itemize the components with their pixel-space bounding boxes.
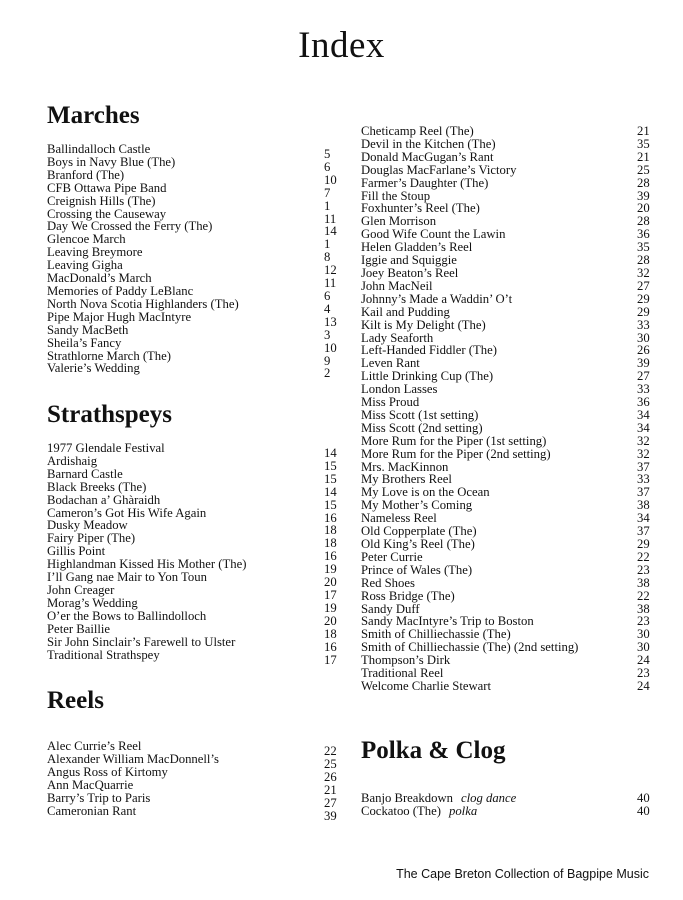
page-number: 26 [637, 343, 650, 358]
tune-title: Sandy MacBeth [47, 322, 129, 337]
tune-title: Ann MacQuarrie [47, 777, 134, 792]
section-heading-reels: Reels [47, 687, 104, 714]
tune-title: Devil in the Kitchen (The) [361, 136, 496, 151]
page-number: 10 [324, 172, 337, 187]
page-number: 32 [637, 433, 650, 448]
page-number: 22 [637, 549, 650, 564]
page-number: 25 [637, 162, 650, 177]
tune-title: Bodachan a’ Ghàraidh [47, 492, 161, 507]
tune-title: Farmer’s Daughter (The) [361, 175, 489, 190]
page-number: 16 [324, 510, 337, 525]
page-number: 33 [637, 382, 650, 397]
tune-title: Strathlorne March (The) [47, 348, 172, 363]
tune-name [47, 649, 160, 662]
tune-title: Glencoe March [47, 232, 126, 247]
tune-title: MacDonald’s March [47, 271, 152, 286]
page-number: 8 [324, 250, 331, 265]
tune-title: Nameless Reel [361, 511, 437, 526]
tune-title: Sir John Sinclair’s Farewell to Ulster [47, 634, 236, 649]
tune-title: Ardishaig [47, 453, 98, 468]
page-number: 23 [637, 614, 650, 629]
tune-title: John Creager [47, 582, 115, 597]
page-number: 29 [637, 537, 650, 551]
page-number: 17 [324, 587, 337, 602]
tune-title: Kail and Pudding [361, 304, 450, 319]
tune-title: Welcome Charlie Stewart [361, 678, 492, 693]
tune-title: Donald MacGugan’s Rant [361, 149, 494, 164]
tune-title: Cheticamp Reel (The) [361, 124, 474, 138]
tune-title: Johnny’s Made a Waddin’ O’t [361, 291, 513, 306]
page-title: Index [298, 25, 385, 66]
tune-title: Joey Beaton’s Reel [361, 265, 459, 280]
page-number: 4 [324, 301, 331, 316]
tune-title: Helen Gladden’s Reel [361, 240, 473, 255]
page-number: 11 [324, 211, 337, 226]
tune-title: My Mother’s Coming [361, 498, 473, 513]
page-number: 16 [324, 639, 337, 654]
page-number: 28 [637, 175, 650, 190]
page-number: 9 [324, 353, 331, 368]
tune-title: Barry’s Trip to Paris [47, 790, 151, 805]
page-number: 23 [637, 562, 650, 577]
page-number: 32 [637, 265, 650, 280]
tune-name [47, 805, 136, 818]
page-number: 35 [637, 136, 650, 151]
tune-title: Sandy Duff [361, 601, 420, 616]
page-number: 29 [637, 291, 650, 306]
page-number: 11 [324, 276, 337, 291]
tune-title: Gillis Point [47, 544, 106, 559]
page-number: 40 [637, 791, 650, 805]
page-number: 22 [637, 588, 650, 603]
index-entry [47, 361, 347, 381]
page-number: 23 [637, 666, 650, 681]
tune-title: Ross Bridge (The) [361, 588, 455, 603]
tune-title: Left-Handed Fiddler (The) [361, 343, 497, 358]
tune-type: polka [448, 804, 478, 818]
tune-name [361, 805, 477, 818]
tune-title: Highlandman Kissed His Mother (The) [47, 557, 247, 572]
page-number: 13 [324, 314, 337, 329]
index-entry [361, 805, 661, 818]
tune-title: Red Shoes [361, 575, 415, 590]
page-number: 39 [637, 356, 650, 371]
tune-title: Day We Crossed the Ferry (The) [47, 219, 213, 234]
tune-title: Cockatoo (The) [361, 804, 441, 818]
page-number: 38 [637, 498, 650, 513]
tune-title: Barnard Castle [47, 466, 123, 481]
polka-clog-list [361, 792, 661, 818]
tune-title: Glen Morrison [361, 214, 437, 229]
page-number: 28 [637, 253, 650, 268]
tune-title: Foxhunter’s Reel (The) [361, 201, 480, 216]
strathspeys-list [47, 441, 347, 667]
tune-name [361, 792, 516, 805]
page-number: 7 [324, 185, 331, 200]
index-entry [47, 803, 347, 823]
tune-name [47, 362, 140, 375]
page-number: 35 [637, 240, 650, 255]
tune-title: Memories of Paddy LeBlanc [47, 283, 194, 298]
tune-title: Prince of Wales (The) [361, 562, 473, 577]
tune-title: 1977 Glendale Festival [47, 441, 165, 455]
page-number: 18 [324, 523, 337, 538]
tune-title: Miss Scott (1st setting) [361, 407, 479, 422]
page-number: 18 [324, 536, 337, 551]
tune-title: Traditional Strathspey [47, 647, 160, 662]
tune-title: North Nova Scotia Highlanders (The) [47, 296, 239, 311]
reels-continued-list [361, 125, 661, 693]
page-number: 29 [637, 304, 650, 319]
tune-title: Miss Proud [361, 395, 420, 410]
tune-title: Sheila’s Fancy [47, 335, 122, 350]
page-number: 3 [324, 327, 331, 342]
page-number: 30 [637, 627, 650, 642]
tune-title: Old King’s Reel (The) [361, 537, 475, 551]
page-number: 33 [637, 317, 650, 332]
page-number: 39 [637, 188, 650, 203]
page-number: 19 [324, 600, 337, 615]
reels-list [47, 739, 347, 823]
tune-title: Boys in Navy Blue (The) [47, 154, 176, 169]
tune-title: Cameronian Rant [47, 803, 137, 818]
page-number: 1 [324, 198, 331, 213]
tune-title: Pipe Major Hugh MacIntyre [47, 309, 192, 324]
page-number: 10 [324, 340, 337, 355]
tune-title: Angus Ross of Kirtomy [47, 764, 168, 779]
page-number: 26 [324, 769, 337, 784]
tune-title: My Brothers Reel [361, 472, 452, 487]
tune-title: My Love is on the Ocean [361, 485, 490, 500]
tune-title: Ballindalloch Castle [47, 142, 151, 156]
page-number: 16 [324, 549, 337, 564]
page-number: 15 [324, 458, 337, 473]
page-number: 28 [637, 214, 650, 229]
page-number: 34 [637, 420, 650, 435]
page-number: 32 [637, 446, 650, 461]
tune-title: London Lasses [361, 382, 438, 397]
section-heading-polka-clog: Polka & Clog [361, 737, 506, 764]
page-number: 20 [324, 613, 337, 628]
page-number: 33 [637, 472, 650, 487]
page-number: 24 [637, 653, 650, 668]
page-number: 21 [324, 782, 337, 797]
page-number: 14 [324, 224, 337, 239]
page-number: 24 [637, 678, 650, 693]
tune-title: Alexander William MacDonnell’s [47, 751, 219, 766]
tune-title: Douglas MacFarlane’s Victory [361, 162, 517, 177]
page-number: 25 [324, 756, 337, 771]
tune-title: Morag’s Wedding [47, 595, 138, 610]
page-number: 15 [324, 471, 337, 486]
page-number: 1 [324, 237, 331, 252]
page-number: 30 [637, 640, 650, 655]
page-number: 14 [324, 446, 337, 460]
tune-title: Alec Currie’s Reel [47, 739, 142, 753]
tune-title: Thompson’s Dirk [361, 653, 451, 668]
page-number: 37 [637, 459, 650, 474]
tune-title: CFB Ottawa Pipe Band [47, 180, 167, 195]
tune-title: Peter Baillie [47, 621, 111, 636]
page-number: 18 [324, 626, 337, 641]
tune-title: Smith of Chilliechassie (The) [361, 627, 511, 642]
tune-title: Fairy Piper (The) [47, 531, 136, 546]
page-number: 36 [637, 227, 650, 242]
page-number: 6 [324, 159, 331, 174]
tune-type: clog dance [460, 791, 517, 805]
page-number: 27 [324, 795, 337, 810]
tune-title: Traditional Reel [361, 666, 444, 681]
tune-title: Lady Seaforth [361, 330, 434, 345]
tune-title: Leaving Gigha [47, 258, 123, 273]
tune-title: Iggie and Squiggie [361, 253, 457, 268]
page-number: 21 [637, 124, 650, 138]
page-number: 20 [324, 575, 337, 590]
page-number: 22 [324, 744, 337, 758]
page-number: 34 [637, 407, 650, 422]
tune-title: Sandy MacIntyre’s Trip to Boston [361, 614, 534, 629]
page-number: 36 [637, 395, 650, 410]
tune-title: Leven Rant [361, 356, 420, 371]
tune-title: John MacNeil [361, 278, 433, 293]
tune-title: Branford (The) [47, 167, 125, 182]
book-title-footer: The Cape Breton Collection of Bagpipe Music [396, 867, 649, 881]
page-number: 38 [637, 601, 650, 616]
tune-title: Banjo Breakdown [361, 791, 453, 805]
page-number: 27 [637, 278, 650, 293]
tune-title: Old Copperplate (The) [361, 524, 477, 539]
tune-title: I’ll Gang nae Mair to Yon Toun [47, 570, 207, 585]
tune-title: Peter Currie [361, 549, 423, 564]
tune-title: Good Wife Count the Lawin [361, 227, 506, 242]
page-number: 5 [324, 147, 331, 161]
section-heading-strathspeys: Strathspeys [47, 401, 173, 428]
tune-title: Crossing the Causeway [47, 206, 167, 221]
page-number: 27 [637, 369, 650, 384]
page-number: 37 [637, 485, 650, 500]
page-number: 15 [324, 497, 337, 512]
tune-title: Smith of Chilliechassie (The) (2nd setting) [361, 640, 579, 655]
tune-title: Valerie’s Wedding [47, 361, 140, 376]
tune-title: Creignish Hills (The) [47, 193, 156, 208]
page-number: 19 [324, 562, 337, 577]
tune-title: Fill the Stoup [361, 188, 431, 203]
page-number: 12 [324, 263, 337, 278]
tune-title: More Rum for the Piper (1st setting) [361, 433, 547, 448]
tune-title: Leaving Breymore [47, 245, 143, 260]
page-number: 21 [637, 149, 650, 164]
tune-title: O’er the Bows to Ballindolloch [47, 608, 207, 623]
page-number: 14 [324, 484, 337, 499]
tune-title: Kilt is My Delight (The) [361, 317, 486, 332]
page-number: 39 [324, 808, 337, 823]
tune-title: Little Drinking Cup (The) [361, 369, 494, 384]
page-number: 30 [637, 330, 650, 345]
index-entry [47, 647, 347, 667]
page-number: 20 [637, 201, 650, 216]
page-number: 37 [637, 524, 650, 539]
page-number: 6 [324, 288, 331, 303]
page-number: 17 [324, 652, 337, 667]
tune-title: Dusky Meadow [47, 518, 128, 533]
tune-title: Black Breeks (The) [47, 479, 147, 494]
marches-list [47, 142, 347, 381]
tune-name [361, 680, 491, 693]
page-number: 40 [637, 804, 650, 818]
tune-title: More Rum for the Piper (2nd setting) [361, 446, 551, 461]
page-number: 2 [324, 366, 331, 381]
tune-title: Mrs. MacKinnon [361, 459, 449, 474]
page-number: 38 [637, 575, 650, 590]
page-number: 34 [637, 511, 650, 526]
tune-title: Cameron’s Got His Wife Again [47, 505, 207, 520]
tune-title: Miss Scott (2nd setting) [361, 420, 483, 435]
index-entry [361, 680, 661, 693]
section-heading-marches: Marches [47, 102, 140, 129]
